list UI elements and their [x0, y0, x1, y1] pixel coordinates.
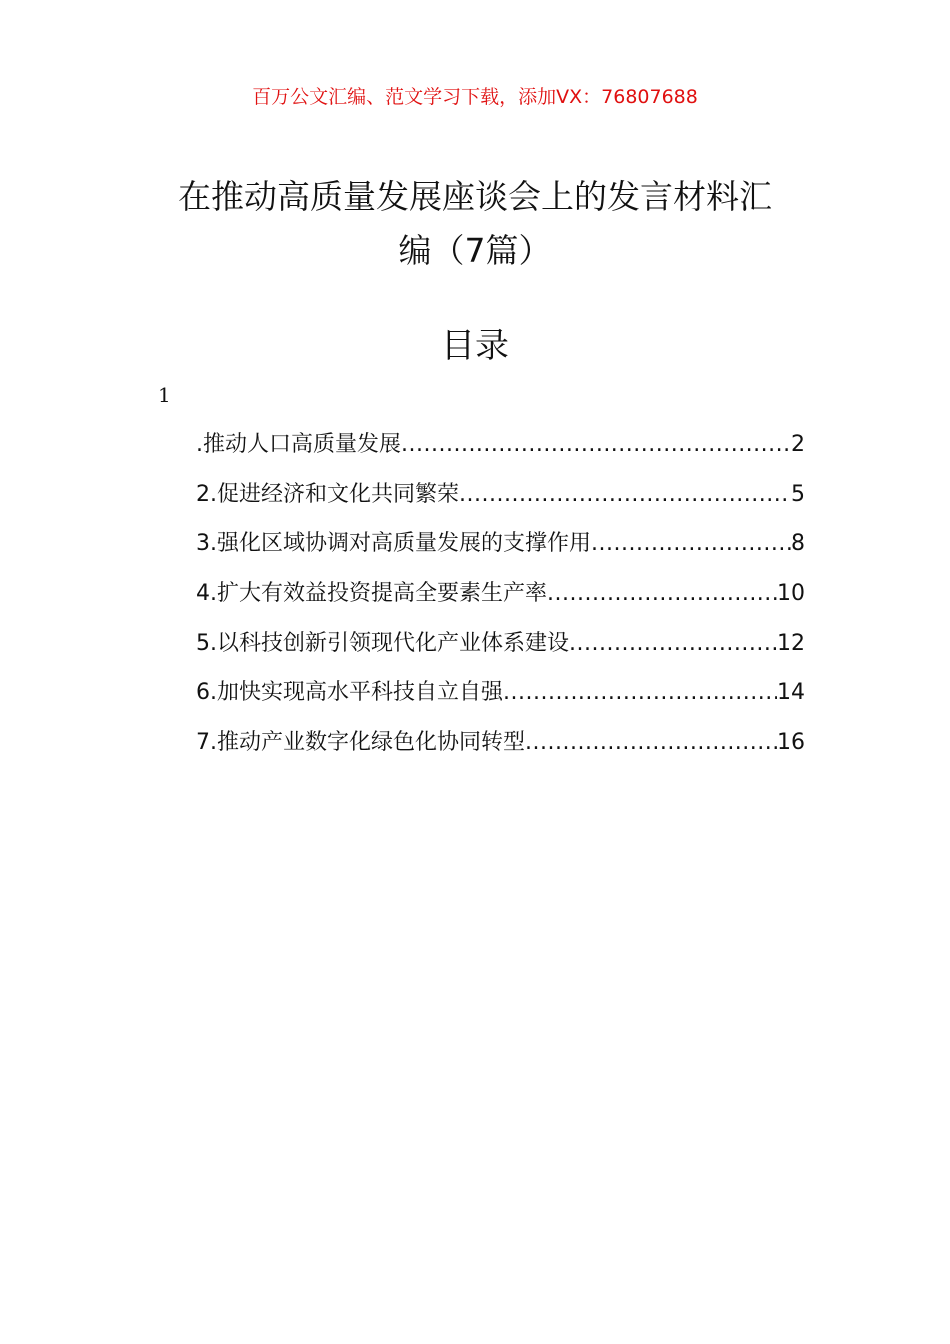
toc-entry-2[interactable]: [196, 470, 805, 520]
toc-entry-page: 5: [791, 481, 805, 507]
toc-dot-leader: [503, 668, 777, 718]
toc-entry-label: .推动人口高质量发展: [196, 432, 401, 457]
toc-entry-page: 8: [791, 531, 805, 557]
toc-entry-page: 16: [777, 730, 805, 756]
toc-entry-page: 10: [777, 581, 805, 607]
toc-entry-page: 2: [791, 432, 805, 457]
toc-entry-page: 14: [777, 680, 805, 706]
toc-dot-leader: [547, 569, 777, 619]
table-of-contents: [196, 420, 805, 768]
toc-entry-1[interactable]: [196, 420, 805, 470]
stray-number: 1: [158, 383, 171, 407]
toc-entry-5[interactable]: [196, 619, 805, 669]
toc-entry-label: 2.促进经济和文化共同繁荣: [196, 481, 459, 507]
toc-dot-leader: [459, 470, 791, 520]
toc-dot-leader: [591, 519, 791, 569]
document-title-line-1: 在推动高质量发展座谈会上的发言材料汇: [178, 177, 772, 216]
toc-heading: 目录: [441, 326, 509, 366]
toc-entry-6[interactable]: [196, 668, 805, 718]
toc-entry-label: 6.加快实现高水平科技自立自强: [196, 680, 503, 706]
toc-dot-leader: [569, 619, 777, 669]
document-title-line-2: 编（7篇）: [398, 231, 552, 270]
toc-entry-3[interactable]: [196, 519, 805, 569]
header-note: 百万公文汇编、范文学习下载，添加VX：76807688: [252, 86, 698, 108]
toc-entry-7[interactable]: [196, 718, 805, 768]
toc-entry-label: 7.推动产业数字化绿色化协同转型: [196, 730, 525, 756]
toc-entry-label: 3.强化区域协调对高质量发展的支撑作用: [196, 531, 591, 557]
toc-dot-leader: [401, 420, 791, 470]
toc-entry-4[interactable]: [196, 569, 805, 619]
toc-entry-label: 4.扩大有效益投资提高全要素生产率: [196, 581, 547, 607]
toc-entry-page: 12: [777, 630, 805, 656]
toc-dot-leader: [525, 718, 777, 768]
document-title: [150, 170, 800, 278]
toc-entry-label: 5.以科技创新引领现代化产业体系建设: [196, 630, 569, 656]
